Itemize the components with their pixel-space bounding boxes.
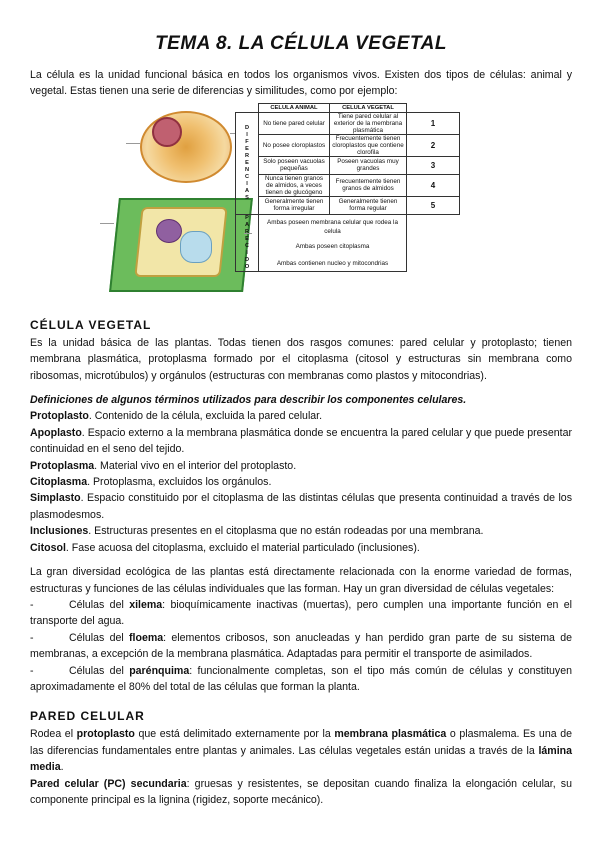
definition-text: . Estructuras presentes en el citoplasma que no están rodeadas por una membrana.	[88, 525, 484, 538]
definition-text: . Material vivo en el interior del protoplasto.	[94, 459, 297, 472]
label-leader	[100, 223, 114, 224]
list-text: : funcionalmente completas, son el tipo más común de células y constituyen aproximadamente el 80% del total de las células que forman la planta.	[30, 664, 572, 693]
cell-types-list	[30, 597, 572, 695]
bold-term: lámina media	[30, 744, 572, 774]
definition-item	[30, 408, 572, 424]
row-number-2: 2	[407, 134, 460, 156]
bold-term: Pared celular (PC) secundaria	[30, 777, 187, 790]
definition-text: . Contenido de la célula, excluida la pared celular.	[88, 410, 323, 423]
bold-term: protoplasto	[76, 728, 135, 741]
intro-paragraph: La célula es la unidad funcional básica en todos los organismos vivos. Existen dos tipos de células: animal y vegetal. Estas tienen una serie de diferencias y similitudes, como por ejemplo:	[30, 69, 572, 98]
col-header-vegetal: CELULA VEGETAL	[330, 103, 407, 112]
list-prefix: Células del	[69, 664, 130, 677]
definition-item	[30, 425, 572, 458]
definition-term: Protoplasma	[30, 459, 95, 472]
list-item	[30, 630, 572, 663]
definition-item	[30, 540, 572, 556]
text-run: : gruesas y resistentes, se depositan cuando finaliza la elongación celular, su componente principal es la lignina (rigidez, soporte mecánico).	[30, 777, 572, 806]
animal-nucleus-illustration	[152, 117, 182, 147]
list-text: : elementos cribosos, son anucleadas y han perdido gran parte de su sistema de membranas, a excepción de la membrana plasmática. Adaptadas para permitir el transporte de asimilados.	[30, 631, 572, 661]
cell-vegetal-5: Generalmente tienen forma regular	[330, 196, 407, 214]
table-corner	[236, 103, 259, 112]
list-item	[30, 597, 572, 630]
pared-paragraph	[30, 726, 572, 775]
list-dash: -	[30, 664, 34, 677]
label-leader	[126, 143, 140, 144]
text-run: que está delimitado externamente por la	[134, 728, 335, 741]
table-corner	[407, 103, 460, 112]
page-title: TEMA 8. LA CÉLULA VEGETAL	[155, 33, 447, 54]
cell-animal-1: No tiene pared celular	[259, 112, 330, 134]
definition-text: . Espacio constituido por el citoplasma de las distintas células que presenta continuidad a través de los plasmodesmos.	[30, 492, 572, 521]
section-paragraph: Es la unidad básica de las plantas. Todas tienen dos rasgos comunes: pared celular y protoplasto; tienen membrana plasmática, protoplasma formado por el citoplasma (citosol y estructuras sin membrana como ribosomas, microtúbulos) y orgánulos (estructuras con membranas como plastos y mitocondrias).	[30, 336, 572, 382]
text-run: .	[60, 761, 64, 774]
similarities-label	[236, 214, 259, 271]
differences-label	[236, 112, 259, 214]
list-term: parénquima	[129, 664, 190, 677]
diversity-paragraph: La gran diversidad ecológica de las plantas está directamente relacionada con la enorme variedad de formas, estructuras y funciones de las células individuales que las forman. Hay un gran diversidad de células vegetales:	[30, 566, 572, 595]
definition-item	[30, 490, 572, 523]
cell-animal-3: Solo poseen vacuolas pequeñas	[259, 156, 330, 174]
differences-label-text: D I F E R E N C I A S	[244, 124, 250, 201]
col-header-animal: CELULA ANIMAL	[259, 103, 330, 112]
row-number-4: 4	[407, 174, 460, 196]
definition-term: Inclusiones	[30, 525, 89, 538]
comparison-figure	[30, 103, 572, 298]
cell-vegetal-1: Tiene pared celular al exterior de la membrana plasmática	[330, 112, 407, 134]
cell-vegetal-2: Frecuentemente tienen cloroplastos que contiene clorofila	[330, 134, 407, 156]
definition-term: Protoplasto	[30, 410, 89, 423]
text-run: Rodea el	[30, 728, 77, 741]
row-number-5: 5	[407, 196, 460, 214]
cell-vegetal-3: Poseen vacuolas muy grandes	[330, 156, 407, 174]
list-item	[30, 663, 572, 696]
definition-term: Citoplasma	[30, 476, 88, 489]
section-heading-pared-celular: PARED CELULAR	[30, 709, 145, 724]
similarity-3: Ambas contienen nucleo y mitocondrias	[276, 259, 389, 267]
definition-text: . Fase acuosa del citoplasma, excluido el material particulado (inclusiones).	[65, 541, 420, 554]
plant-nucleus-illustration	[156, 219, 182, 243]
definition-text: . Protoplasma, excluidos los orgánulos.	[87, 476, 272, 489]
document-page	[30, 0, 572, 808]
pared-secundaria-paragraph	[30, 776, 572, 809]
definition-item	[30, 458, 572, 474]
definition-item	[30, 523, 572, 539]
list-prefix: Células del	[69, 631, 129, 644]
definition-text: . Espacio externo a la membrana plasmática donde se encuentra la pared celular y que puede presentar continuidad en el seno del tejido.	[30, 426, 572, 456]
row-number-3: 3	[407, 156, 460, 174]
cell-animal-5: Generalmente tienen forma irregular	[259, 196, 330, 214]
section-heading-celula-vegetal: CÉLULA VEGETAL	[30, 317, 152, 332]
row-number-1: 1	[407, 112, 460, 134]
list-dash: -	[30, 598, 34, 611]
similarity-1: Ambas poseen membrana celular que rodea la celula	[267, 218, 398, 235]
plant-vacuole-illustration	[180, 231, 212, 263]
definition-term: Apoplasto	[30, 426, 82, 439]
text-run: o plasmalema. Es una de las diferencias fundamentales entre plantas y animales. Las células vegetales están unidas a través de la	[30, 728, 572, 757]
animal-cell-illustration	[140, 111, 232, 183]
table-corner	[407, 214, 460, 271]
comparison-table	[235, 103, 460, 272]
definitions-list	[30, 408, 572, 556]
definition-item	[30, 474, 572, 490]
definition-term: Simplasto	[30, 492, 81, 505]
cell-animal-4: Nunca tienen granos de almidos, a veces tienen de glucógeno	[259, 174, 330, 196]
cell-vegetal-4: Frecuentemente tienen granos de almidos	[330, 174, 407, 196]
list-prefix: Células del	[69, 598, 130, 611]
definition-term: Citosol	[30, 541, 66, 554]
bold-term: membrana plasmática	[334, 728, 447, 741]
definitions-heading: Definiciones de algunos términos utilizados para describir los componentes celulares.	[30, 394, 467, 407]
similarities-label-text: P A R E C I D O	[244, 214, 250, 270]
list-dash: -	[30, 631, 34, 644]
similarity-2: Ambas poseen citoplasma	[295, 242, 370, 250]
list-text: : bioquímicamente inactivas (muertas), pero cumplen una importante función en el transporte del agua.	[30, 598, 572, 628]
list-term: xilema	[129, 598, 163, 611]
cell-animal-2: No posee cloroplastos	[259, 134, 330, 156]
list-term: floema	[129, 631, 164, 644]
similarities-cell	[259, 214, 407, 271]
